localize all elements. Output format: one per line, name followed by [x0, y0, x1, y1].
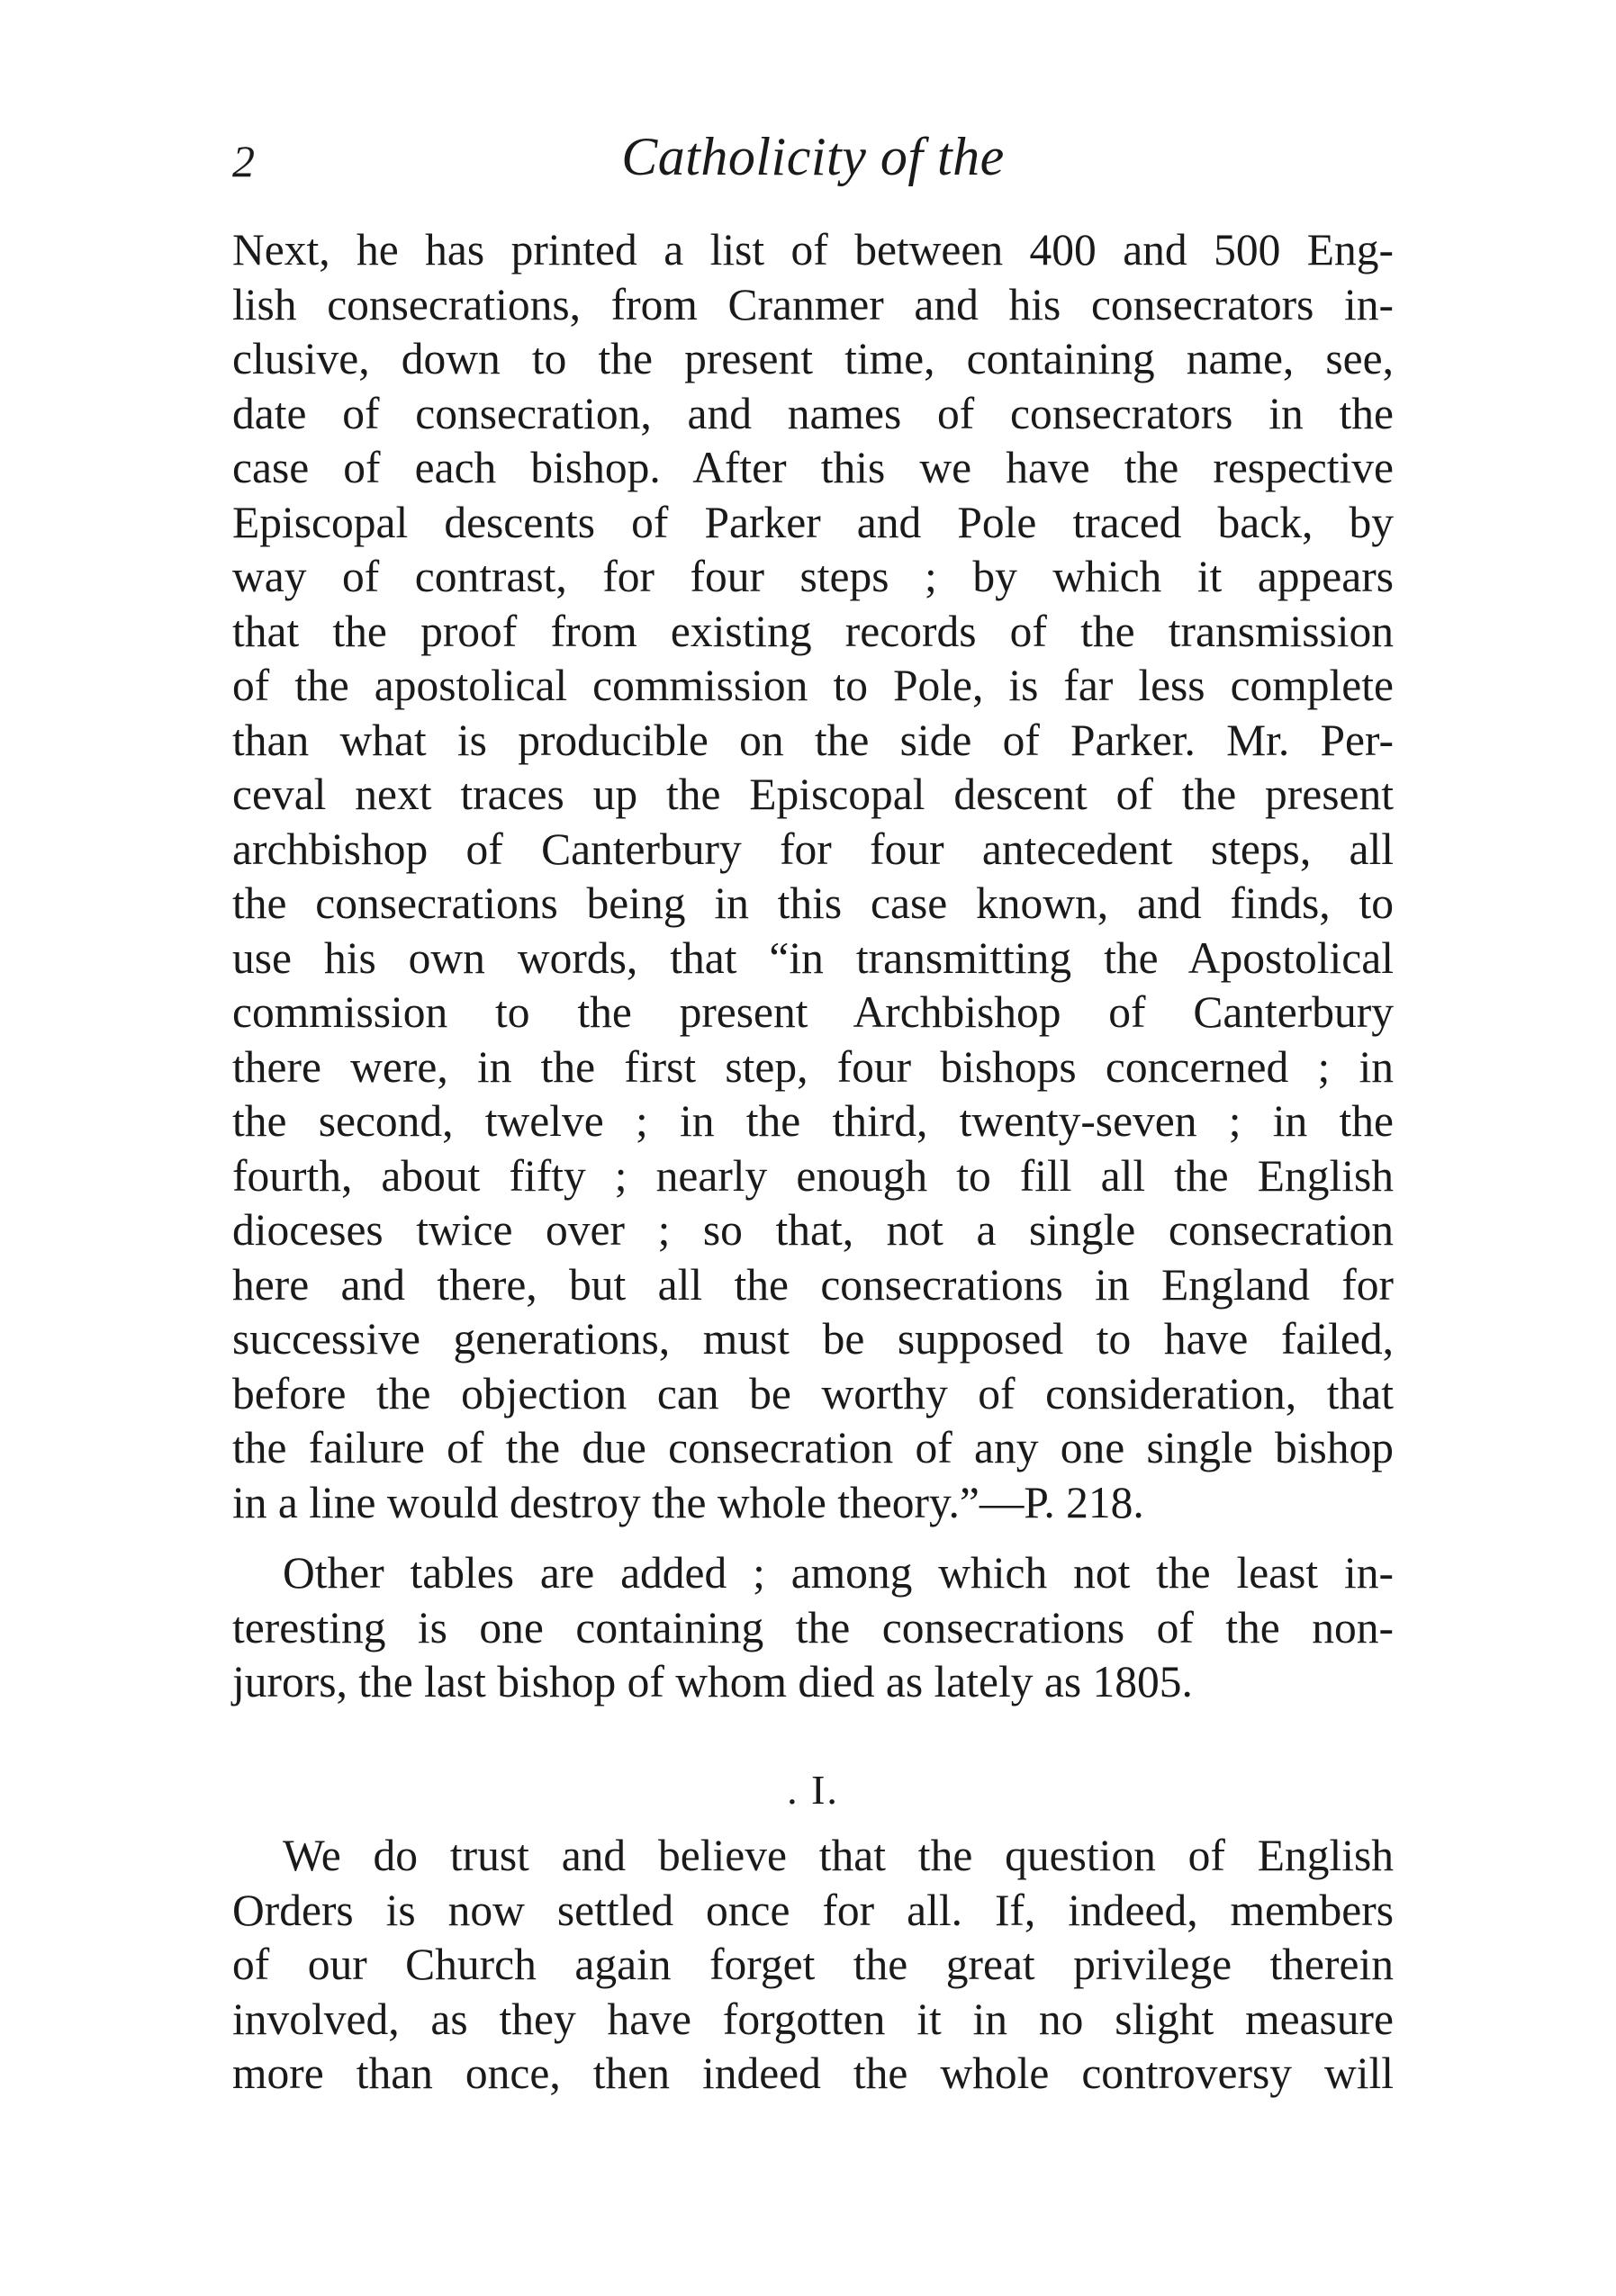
text-line: use his own words, that “in transmitting the Apostolical [232, 932, 1394, 983]
text-line: Next, he has printed a list of between 400 and 500 Eng- [232, 225, 1394, 275]
paragraph-2 [232, 1546, 1394, 1710]
text-line: ceval next traces up the Episcopal descent of the present [232, 770, 1394, 819]
running-title: Catholicity of the [621, 127, 1005, 186]
text-line: dioceses twice over ; so that, not a single consecration [232, 1205, 1394, 1255]
text-line: of the apostolical commission to Pole, is far less complete [232, 661, 1394, 710]
text-line: of our Church again forget the great privilege therein [232, 1940, 1394, 1989]
text-line: than what is producible on the side of Parker. Mr. Per- [232, 715, 1394, 765]
text-line: lish consecrations, from Cranmer and his consecrators in- [232, 279, 1394, 329]
section-number: . I. [787, 1767, 839, 1813]
page-number: 2 [232, 136, 255, 186]
running-head [232, 126, 1394, 198]
text-line: here and there, but all the consecrations in England for [232, 1259, 1394, 1310]
text-line: before the objection can be worthy of consideration, that [232, 1368, 1394, 1418]
text-line: involved, as they have forgotten it in no slight measure [232, 1994, 1394, 2044]
text-line: fourth, about fifty ; nearly enough to fill all the English [232, 1150, 1394, 1201]
text-line: archbishop of Canterbury for four antecedent steps, all [232, 824, 1394, 874]
text-line: in a line would destroy the whole theory.”—P. 218. [232, 1477, 1144, 1527]
paragraph-1 [232, 223, 1394, 1530]
text-line: Orders is now settled once for all. If, indeed, members [232, 1885, 1394, 1935]
text-line: jurors, the last bishop of whom died as lately as 1805. [232, 1657, 1193, 1706]
text-line: way of contrast, for four steps ; by which it appears [232, 552, 1394, 601]
text-line: the failure of the due consecration of any one single bishop [232, 1423, 1394, 1472]
text-line: teresting is one containing the consecrations of the non- [232, 1602, 1394, 1652]
text-line: clusive, down to the present time, containing name, see, [232, 334, 1394, 383]
text-line: date of consecration, and names of consecrators in the [232, 388, 1394, 438]
text-line: the consecrations being in this case known, and finds, to [232, 878, 1394, 928]
text-line: We do trust and believe that the question of English [283, 1831, 1394, 1880]
text-line: Other tables are added ; among which not the least in- [283, 1548, 1394, 1598]
text-line: the second, twelve ; in the third, twenty-seven ; in the [232, 1096, 1394, 1146]
text-line: there were, in the first step, four bishops concerned ; in [232, 1041, 1394, 1092]
paragraph-3 [232, 1829, 1394, 2102]
text-line: that the proof from existing records of the transmission [232, 606, 1394, 656]
text-line: commission to the present Archbishop of Canterbury [232, 987, 1394, 1037]
text-line: more than once, then indeed the whole controversy will [232, 2048, 1394, 2098]
text-line: successive generations, must be supposed to have failed, [232, 1314, 1394, 1364]
text-line: Episcopal descents of Parker and Pole traced back, by [232, 497, 1394, 547]
text-line: case of each bishop. After this we have the respective [232, 443, 1394, 492]
